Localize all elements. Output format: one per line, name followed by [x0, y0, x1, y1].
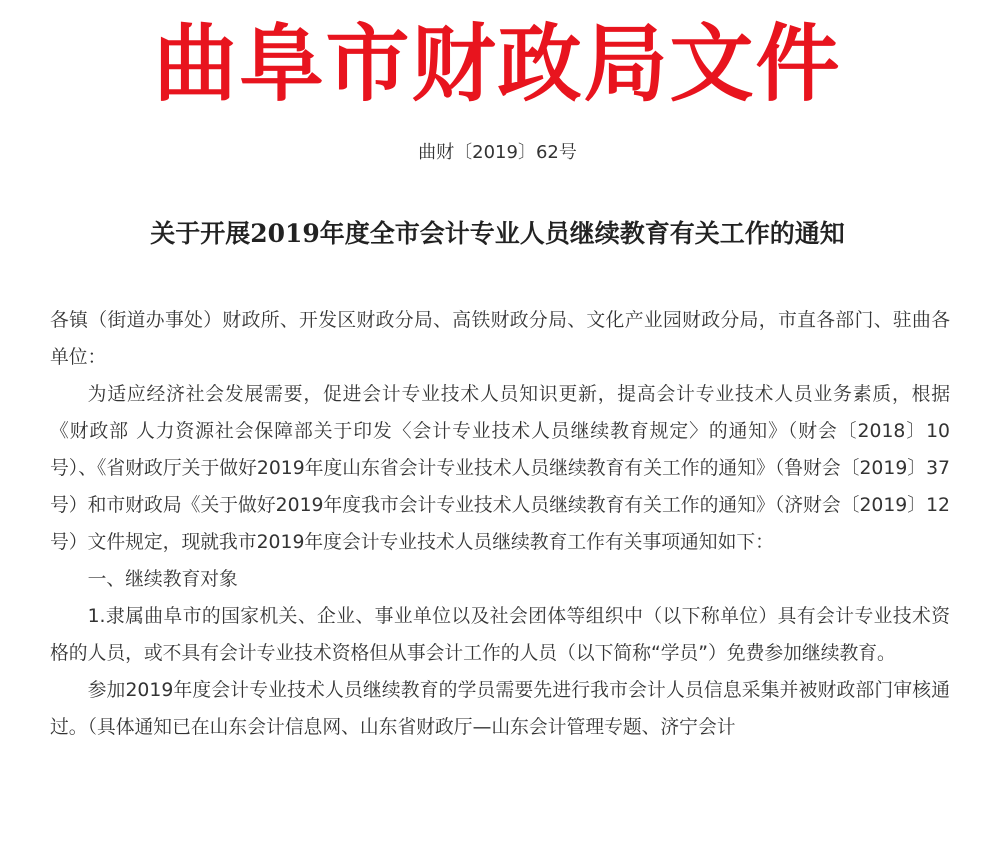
- section-heading: 一、继续教育对象: [87, 569, 238, 590]
- document-number: 曲财〔2019〕62号: [418, 142, 577, 163]
- masthead-title: 曲阜市财政局文件: [153, 14, 842, 113]
- body-paragraph: 参加2019年度会计专业技术人员继续教育的学员需要先进行我市会计人员信息采集并被财政部门审核通过。（具体通知已在山东会计信息网、山东省财政厅—山东会计管理专题、济宁会计: [50, 680, 950, 738]
- intro-paragraph: 为适应经济社会发展需要，促进会计专业技术人员知识更新，提高会计专业技术人员业务素质，根据《财政部 人力资源社会保障部关于印发〈会计专业技术人员继续教育规定〉的通知》（财会〔2018〕10号）、《省财政厅关于做好2019年度山东省会计专业技术人员继续教育有关工作的通知》（鲁财会〔2019〕37号）和市财政局《关于做好2019年度我市会计专业技术人员继续教育有关工作的通知》（济财会〔2019〕12号）文件规定，现就我市2019年度会计专业技术人员继续教育工作有关事项通知如下：: [50, 384, 950, 553]
- document-title: 关于开展2019年度全市会计专业人员继续教育有关工作的通知: [150, 219, 845, 248]
- document-body: [50, 302, 950, 746]
- item-paragraph: 1.隶属曲阜市的国家机关、企业、事业单位以及社会团体等组织中（以下称单位）具有会计专业技术资格的人员，或不具有会计专业技术资格但从事会计工作的人员（以下简称“学员”）免费参加继续教育。: [50, 606, 950, 664]
- salutation-paragraph: 各镇（街道办事处）财政所、开发区财政分局、高铁财政分局、文化产业园财政分局，市直各部门、驻曲各单位：: [50, 310, 950, 368]
